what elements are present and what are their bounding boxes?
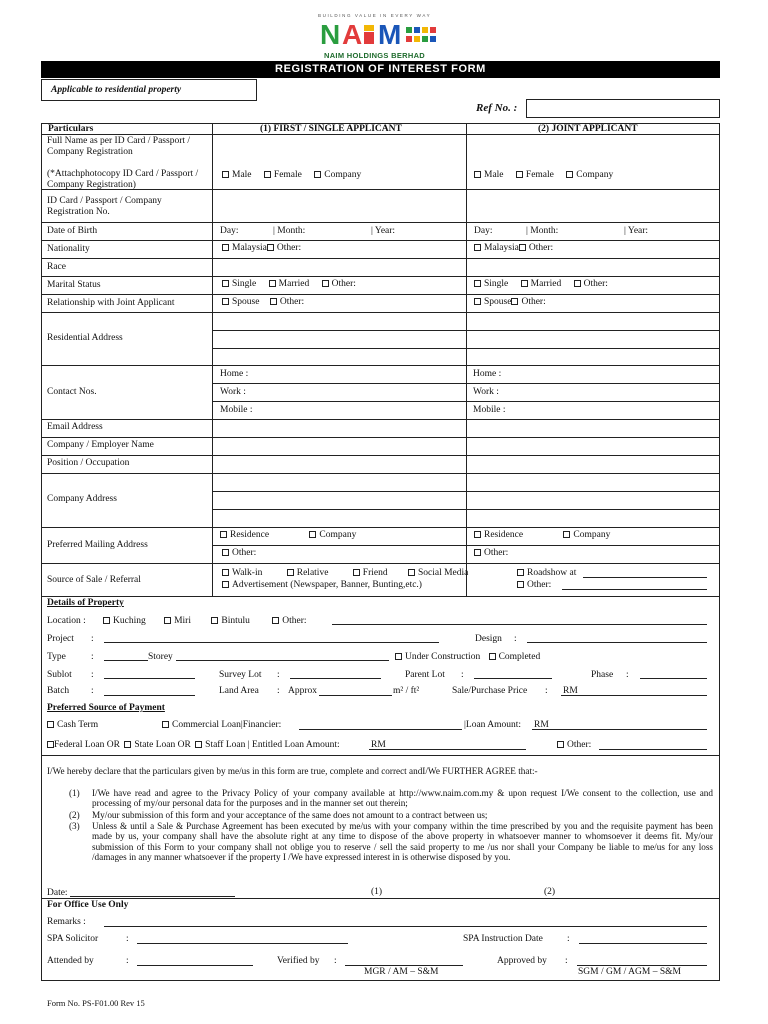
location-other-field[interactable] <box>332 624 707 625</box>
email-joint-field[interactable] <box>468 421 718 436</box>
id-joint-field[interactable] <box>468 191 718 221</box>
logo-tagline: BUILDING VALUE IN EVERY WAY <box>318 13 432 18</box>
col-particulars: Particulars <box>48 124 94 134</box>
sgm-caption: SGM / GM / AGM – S&M <box>578 967 681 977</box>
spa-instruction-field[interactable] <box>579 943 707 944</box>
federal-loan-checkbox[interactable] <box>47 741 54 748</box>
federal-options: Federal Loan OR State Loan OR Staff Loan | Entitled Loan Amount: <box>47 740 340 751</box>
storey-field[interactable] <box>104 660 148 661</box>
project-label: Project <box>47 634 74 644</box>
other-checkbox[interactable] <box>267 244 274 251</box>
other-checkbox[interactable] <box>474 549 481 556</box>
email-first-field[interactable] <box>214 421 464 436</box>
price-label: Sale/Purchase Price <box>452 686 528 696</box>
remarks-label: Remarks : <box>47 917 86 927</box>
roadshow-checkbox[interactable] <box>517 569 524 576</box>
source-other: Other: <box>517 580 551 591</box>
col-first-applicant: (1) FIRST / SINGLE APPLICANT <box>260 124 402 134</box>
entitled-loan-field[interactable] <box>369 749 526 750</box>
colon: : <box>91 670 94 680</box>
colon: : <box>565 956 568 966</box>
malaysia-checkbox[interactable] <box>222 244 229 251</box>
bintulu-checkbox[interactable] <box>211 617 218 624</box>
position-label: Position / Occupation <box>47 458 130 468</box>
cash-option: Cash Term <box>47 720 98 731</box>
marital-first: Single Married Other: <box>222 279 356 290</box>
colon: : <box>277 670 280 680</box>
other-checkbox[interactable] <box>517 581 524 588</box>
colon: : <box>91 652 94 662</box>
mailing-other-first: Other: <box>222 548 256 559</box>
friend-checkbox[interactable] <box>353 569 360 576</box>
single-checkbox[interactable] <box>222 280 229 287</box>
verified-by-field[interactable] <box>345 965 463 966</box>
commercial-option: Commercial Loan|Financier: <box>162 720 281 731</box>
relationship-joint: Spouse Other: <box>474 297 546 308</box>
other-checkbox[interactable] <box>557 741 564 748</box>
property-heading: Details of Property <box>47 598 124 608</box>
project-field[interactable] <box>104 642 439 643</box>
married-checkbox[interactable] <box>269 280 276 287</box>
naim-logo-mark <box>316 19 452 49</box>
full-name-first-field[interactable] <box>214 136 464 164</box>
construction-status: Under Construction Completed <box>395 652 540 663</box>
residential-address-label: Residential Address <box>47 333 123 343</box>
approved-by-label: Approved by <box>497 956 547 966</box>
declaration-num-1: (1) <box>69 788 80 798</box>
colon: : <box>461 670 464 680</box>
nationality-first: Malaysia Other: <box>222 243 301 254</box>
state-loan-checkbox[interactable] <box>124 741 131 748</box>
type-label: Type <box>47 652 66 662</box>
gender-first: Male Female Company <box>222 170 361 181</box>
under-construction-checkbox[interactable] <box>395 653 402 660</box>
position-joint-field[interactable] <box>468 457 718 472</box>
loan-amount-label: |Loan Amount: <box>464 720 522 730</box>
other-checkbox[interactable] <box>511 298 518 305</box>
declaration-item-1: I/We have read and agree to the Privacy Policy of your company available at http://www.naim.com.my & upon request I/We consent to the collection, use and processing of my/our personal data for the purposes and in the manner set out therein; <box>92 788 713 809</box>
parent-lot-field[interactable] <box>474 678 552 679</box>
attach-note: (*Attachphotocopy ID Card / Passport / Company Registration) <box>47 169 199 190</box>
batch-label: Batch <box>47 686 70 696</box>
dob-label: Date of Birth <box>47 226 98 236</box>
dob-joint-year[interactable]: | Year: <box>624 226 649 236</box>
home-joint[interactable]: Home : <box>473 369 502 379</box>
phase-label: Phase <box>591 670 614 680</box>
land-area-label: Land Area <box>219 686 259 696</box>
residential-address-joint-field[interactable] <box>468 314 718 364</box>
signature-1-label: (1) <box>371 887 383 897</box>
work-first[interactable]: Work : <box>220 387 246 397</box>
marital-joint: Single Married Other: <box>474 279 608 290</box>
sublot-label: Sublot <box>47 670 72 680</box>
colon: : <box>277 686 280 696</box>
kuching-checkbox[interactable] <box>103 617 110 624</box>
nationality-label: Nationality <box>47 244 90 254</box>
race-joint-field[interactable] <box>468 260 718 275</box>
full-name-label: Full Name as per ID Card / Passport / Company Registration <box>47 136 191 157</box>
married-checkbox[interactable] <box>521 280 528 287</box>
price-field[interactable] <box>561 695 707 696</box>
colon: : <box>334 956 337 966</box>
verified-by-label: Verified by <box>277 956 320 966</box>
svg-text:M: M <box>378 19 402 49</box>
svg-text:N: N <box>320 19 341 49</box>
female-checkbox[interactable] <box>264 171 271 178</box>
payment-heading: Preferred Source of Payment <box>47 703 165 713</box>
single-checkbox[interactable] <box>474 280 481 287</box>
spa-solicitor-field[interactable] <box>137 943 348 944</box>
colon: : <box>91 634 94 644</box>
other-checkbox[interactable] <box>322 280 329 287</box>
employer-first-field[interactable] <box>214 439 464 454</box>
phase-field[interactable] <box>640 678 707 679</box>
dob-joint-month[interactable]: | Month: <box>526 226 559 236</box>
work-joint[interactable]: Work : <box>473 387 499 397</box>
other-checkbox[interactable] <box>270 298 277 305</box>
company-address-label: Company Address <box>47 494 117 504</box>
completed-checkbox[interactable] <box>489 653 496 660</box>
design-label: Design <box>475 634 502 644</box>
company-address-joint-field[interactable] <box>468 475 718 526</box>
colon: : <box>126 934 129 944</box>
mailing-label: Preferred Mailing Address <box>47 540 148 550</box>
declaration-intro: I/We hereby declare that the particulars given by me/us in this form are true, complete and correct andI/We FURTHER AGREE that:- <box>47 766 538 776</box>
parent-lot-label: Parent Lot <box>405 670 445 680</box>
mgr-caption: MGR / AM – S&M <box>364 967 439 977</box>
survey-lot-field[interactable] <box>290 678 381 679</box>
mailing-joint: Residence Company <box>474 530 610 541</box>
social-media-checkbox[interactable] <box>408 569 415 576</box>
spa-instruction-label: SPA Instruction Date <box>463 934 543 944</box>
other-checkbox[interactable] <box>574 280 581 287</box>
design-field[interactable] <box>527 642 707 643</box>
declaration-num-2: (2) <box>69 810 80 820</box>
residential-address-first-field[interactable] <box>214 314 464 364</box>
colon: : <box>514 634 517 644</box>
contact-label: Contact Nos. <box>47 387 97 397</box>
financier-field[interactable] <box>299 729 462 730</box>
gender-joint: Male Female Company <box>474 170 613 181</box>
company-checkbox[interactable] <box>563 531 570 538</box>
ref-no-field[interactable] <box>526 99 720 118</box>
nationality-joint: Malaysia Other: <box>474 243 553 254</box>
company-address-first-field[interactable] <box>214 475 464 526</box>
applicable-note: Applicable to residential property <box>41 79 257 101</box>
declaration-num-3: (3) <box>69 821 80 831</box>
spouse-checkbox[interactable] <box>222 298 229 305</box>
home-first[interactable]: Home : <box>220 369 249 379</box>
company-checkbox[interactable] <box>314 171 321 178</box>
mailing-other-joint: Other: <box>474 548 508 559</box>
other-checkbox[interactable] <box>222 549 229 556</box>
commercial-loan-checkbox[interactable] <box>162 721 169 728</box>
colon: : <box>91 686 94 696</box>
relative-checkbox[interactable] <box>287 569 294 576</box>
company-name: NAIM HOLDINGS BERHAD <box>324 51 425 60</box>
malaysia-checkbox[interactable] <box>474 244 481 251</box>
walkin-checkbox[interactable] <box>222 569 229 576</box>
residence-checkbox[interactable] <box>474 531 481 538</box>
id-first-field[interactable] <box>214 191 464 221</box>
company-checkbox[interactable] <box>566 171 573 178</box>
email-label: Email Address <box>47 422 103 432</box>
payment-other-field[interactable] <box>599 749 707 750</box>
source-row-1: Walk-in Relative Friend Social Media <box>222 568 468 579</box>
attended-by-field[interactable] <box>137 965 253 966</box>
spa-solicitor-label: SPA Solicitor <box>47 934 99 944</box>
office-heading: For Office Use Only <box>47 900 129 910</box>
other-checkbox[interactable] <box>272 617 279 624</box>
price-rm: RM <box>563 686 578 696</box>
approved-by-field[interactable] <box>577 965 707 966</box>
advertisement-checkbox[interactable] <box>222 581 229 588</box>
survey-lot-label: Survey Lot <box>219 670 262 680</box>
staff-loan-checkbox[interactable] <box>195 741 202 748</box>
date-field[interactable] <box>70 896 235 897</box>
date-label: Date: <box>47 888 68 898</box>
mobile-first[interactable]: Mobile : <box>220 405 253 415</box>
dob-first-month[interactable]: | Month: <box>273 226 306 236</box>
spouse-checkbox[interactable] <box>474 298 481 305</box>
race-first-field[interactable] <box>214 260 464 275</box>
approx-label: Approx <box>288 686 318 696</box>
company-checkbox[interactable] <box>309 531 316 538</box>
dob-joint-day[interactable]: Day: <box>474 226 493 236</box>
area-unit: m² / ft² <box>393 686 420 696</box>
relationship-label: Relationship with Joint Applicant <box>47 298 175 308</box>
marital-label: Marital Status <box>47 280 101 290</box>
position-first-field[interactable] <box>214 457 464 472</box>
entitled-rm: RM <box>371 740 386 750</box>
full-name-joint-field[interactable] <box>468 136 718 164</box>
race-label: Race <box>47 262 66 272</box>
mobile-joint[interactable]: Mobile : <box>473 405 506 415</box>
attended-by-label: Attended by <box>47 956 94 966</box>
other-checkbox[interactable] <box>519 244 526 251</box>
colon: : <box>567 934 570 944</box>
signature-2-label: (2) <box>544 887 556 897</box>
colon: : <box>545 686 548 696</box>
dob-first-day[interactable]: Day: <box>220 226 239 236</box>
location-options: Kuching Miri Bintulu Other: <box>103 616 307 627</box>
miri-checkbox[interactable] <box>164 617 171 624</box>
employer-joint-field[interactable] <box>468 439 718 454</box>
declaration-item-2: My/our submission of this form and your acceptance of the same does not amount to a contract between us; <box>92 810 488 820</box>
svg-text:A: A <box>342 19 363 49</box>
source-other-field[interactable] <box>562 589 707 590</box>
male-checkbox[interactable] <box>474 171 481 178</box>
id-label: ID Card / Passport / Company Registration No. <box>47 196 162 217</box>
land-area-field[interactable] <box>319 695 392 696</box>
batch-field[interactable] <box>104 695 195 696</box>
sublot-field[interactable] <box>104 678 195 679</box>
employer-label: Company / Employer Name <box>47 440 154 450</box>
ref-no-label: Ref No. : <box>476 102 518 114</box>
colon: : <box>626 670 629 680</box>
mailing-first: Residence Company <box>220 530 356 541</box>
type-field[interactable] <box>176 660 389 661</box>
source-label: Source of Sale / Referral <box>47 575 141 585</box>
dob-first-year[interactable]: | Year: <box>371 226 396 236</box>
remarks-field[interactable] <box>104 926 707 927</box>
company-logo <box>316 9 452 61</box>
residence-checkbox[interactable] <box>220 531 227 538</box>
form-title: REGISTRATION OF INTEREST FORM <box>41 61 720 78</box>
male-checkbox[interactable] <box>222 171 229 178</box>
cash-term-checkbox[interactable] <box>47 721 54 728</box>
loan-amount-field[interactable] <box>532 729 707 730</box>
payment-other: Other: <box>557 740 591 751</box>
relationship-first: Spouse Other: <box>222 297 304 308</box>
declaration-item-3: Unless & until a Sale & Purchase Agreement has been executed by me/us with your company within the time prescribed by you and the requisite payment has been made by us, your company shall have the absolute right at any time to dispose of the above property in whatsoever manner to whomsoever it deems fit. My/our submission of this Form to your company shall not oblige you to reserve / sell the said property to me /us nor shall your Company be liable to me/us for any loss /damages in any manner whatsoever if the property I /We have expressed interest in is otherwise disposed by you. <box>92 821 713 862</box>
location-label: Location : <box>47 616 86 626</box>
colon: : <box>126 956 129 966</box>
source-advert: Advertisement (Newspaper, Banner, Bunting,etc.) <box>222 580 422 591</box>
form-number: Form No. PS-F01.00 Rev 15 <box>47 998 145 1008</box>
female-checkbox[interactable] <box>516 171 523 178</box>
col-joint-applicant: (2) JOINT APPLICANT <box>538 124 638 134</box>
storey-label: Storey <box>148 652 173 662</box>
roadshow-field[interactable] <box>583 577 707 578</box>
loan-amount-rm: RM <box>534 720 549 730</box>
source-roadshow: Roadshow at <box>517 568 576 579</box>
